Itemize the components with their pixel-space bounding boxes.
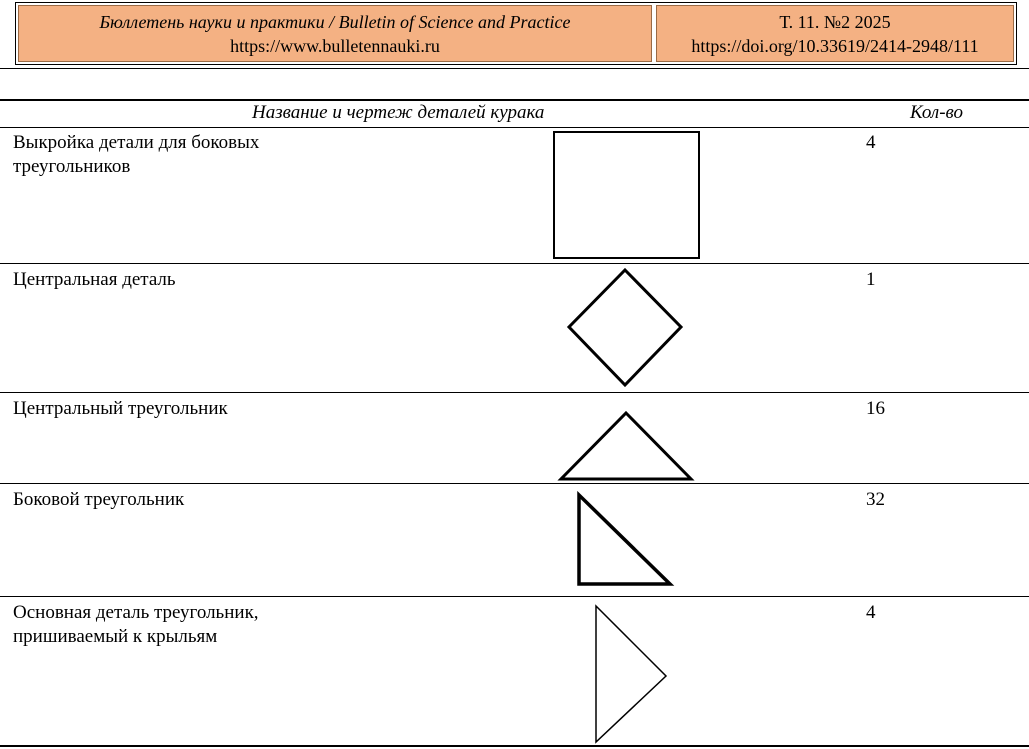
column-header-qty: Кол-во (910, 102, 964, 123)
table-header-rule (0, 127, 1029, 128)
row-3-name: Центральный треугольник (13, 398, 228, 419)
right-triangle-shape-icon (576, 492, 674, 588)
issue-label: Т. 11. №2 2025 (779, 11, 891, 32)
row-2-qty: 1 (866, 269, 876, 290)
row-4-name: Боковой треугольник (13, 489, 185, 510)
header-divider (0, 68, 1029, 69)
row-1-qty: 4 (866, 132, 876, 153)
column-header-name: Название и чертеж деталей курака (252, 102, 545, 123)
row-divider (0, 263, 1029, 264)
row-3-qty: 16 (866, 398, 885, 419)
row-5-qty: 4 (866, 602, 876, 623)
doi-link[interactable]: https://doi.org/10.33619/2414-2948/111 (691, 35, 979, 56)
row-4-qty: 32 (866, 489, 885, 510)
diamond-shape-icon (566, 268, 684, 388)
table-bottom-rule (0, 745, 1029, 747)
row-5-name: Основная деталь треугольник, пришиваемый к крыльям (13, 602, 259, 647)
row-2-name: Центральная деталь (13, 269, 176, 290)
row-divider (0, 596, 1029, 597)
row-divider (0, 392, 1029, 393)
row-divider (0, 483, 1029, 484)
journal-title: Бюллетень науки и практики / Bulletin of Science and Practice (99, 11, 571, 32)
journal-header-left (18, 5, 652, 62)
isosceles-triangle-shape-icon (558, 410, 694, 482)
row-1-name: Выкройка детали для боковых треугольников (13, 132, 260, 177)
journal-header-right (656, 5, 1014, 62)
right-pointing-triangle-shape-icon (593, 604, 669, 744)
square-shape-icon (553, 131, 701, 261)
journal-header (15, 2, 1017, 65)
table-top-rule (0, 99, 1029, 101)
journal-url[interactable]: https://www.bulletennauki.ru (230, 35, 440, 56)
